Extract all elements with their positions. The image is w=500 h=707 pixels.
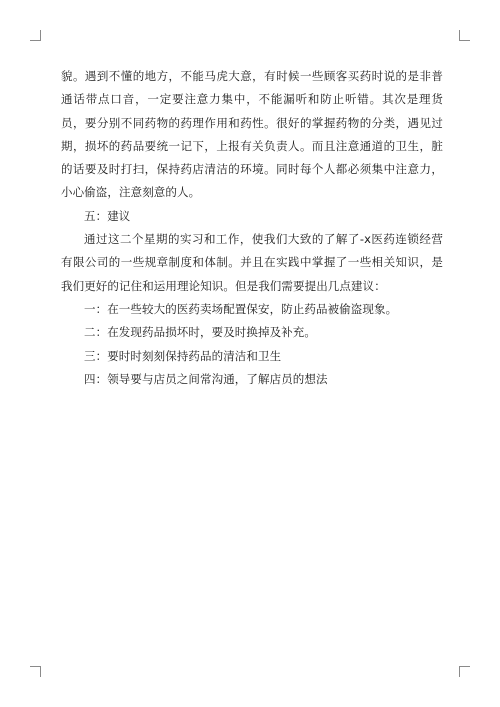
page-corner-mark-bottom-left: [30, 666, 41, 677]
page-corner-mark-bottom-right: [459, 666, 470, 677]
suggestion-item-4: 四：领导要与店员之间常沟通，了解店员的想法: [84, 371, 328, 386]
paragraph-continuation: 貌。遇到不懂的地方，不能马虎大意，有时候一些顾客买药时说的是非普通话带点口音，一定要注意力集中，不能漏听和防止听错。其次是理货员，要分别不同药物的药理作用和药性。很好的掌握药物的分类，遇见过期，损坏的药品要统一记下，上报有关负责人。而且注意通道的卫生，脏的话要及时打扫，保持药店清洁的环境。同时每个人都必须集中注意力，小心偷盗，注意刻意的人。: [61, 69, 443, 200]
page-corner-mark-top-right: [459, 30, 470, 41]
section-heading-suggestions: 五：建议: [84, 208, 131, 223]
suggestion-item-3: 三：要时时刻刻保持药品的清洁和卫生: [84, 348, 282, 363]
document-body: [61, 65, 443, 391]
suggestion-item-1: 一：在一些较大的医药卖场配置保安，防止药品被偷盗现象。: [84, 301, 398, 316]
page-corner-mark-top-left: [30, 30, 41, 41]
paragraph-suggestions-intro: 通过这二个星期的实习和工作，使我们大致的了解了-x医药连锁经营有限公司的一些规章制度和体制。并且在实践中掌握了一些相关知识，是我们更好的记住和运用理论知识。但是我们需要提出几点建议：: [61, 232, 443, 293]
suggestion-item-2: 二：在发现药品损坏时，要及时换掉及补充。: [84, 325, 316, 340]
